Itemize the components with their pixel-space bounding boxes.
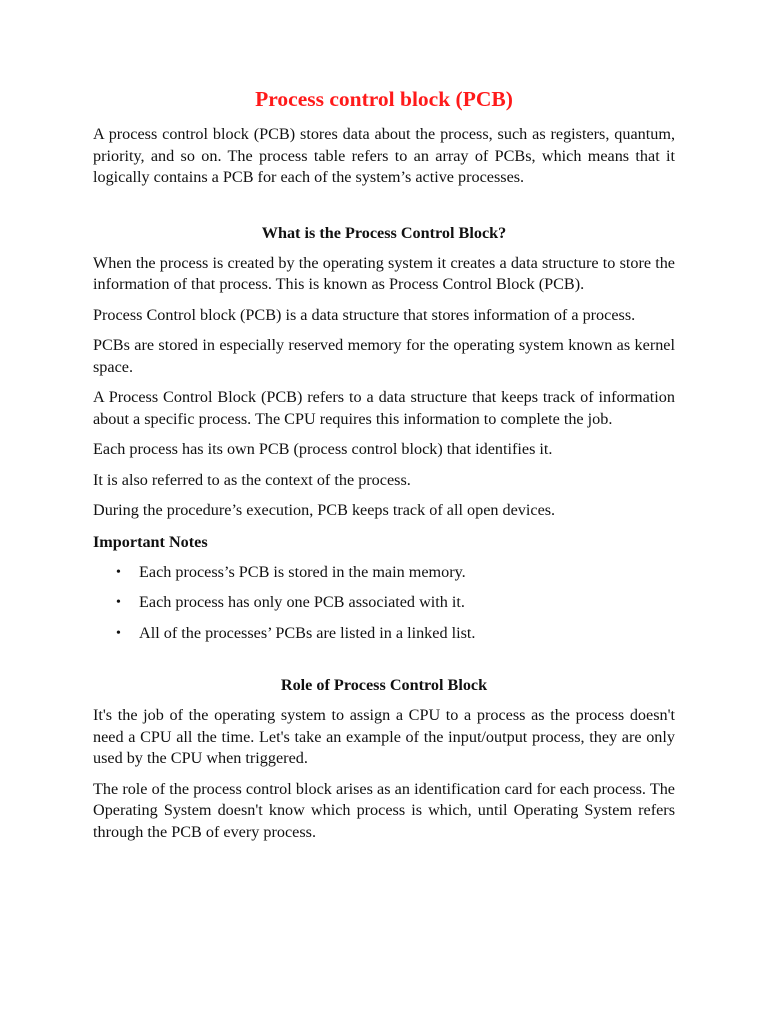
bullet-icon: •	[116, 564, 121, 580]
what-paragraph-2: Process Control block (PCB) is a data structure that stores information of a process.	[93, 305, 636, 324]
important-notes-list	[93, 562, 675, 645]
what-section-heading: What is the Process Control Block?	[261, 223, 507, 242]
intro-paragraph: A process control block (PCB) stores data about the process, such as registers, quantum, priority, and so on. The process table refers to an array of PCBs, which means that it logically contains a PCB for each of the system’s active processes.	[93, 125, 675, 186]
list-item	[93, 592, 675, 614]
list-item-text: Each process’s PCB is stored in the main memory.	[139, 562, 466, 581]
important-notes-heading: Important Notes	[93, 532, 208, 551]
list-item	[93, 562, 675, 584]
role-paragraph-1: It's the job of the operating system to assign a CPU to a process as the process doesn't need a CPU all the time. Let's take an example of the input/output process, they are only used by the CPU when triggered.	[93, 706, 675, 767]
what-paragraph-7: During the procedure’s execution, PCB keeps track of all open devices.	[93, 501, 556, 519]
list-item	[93, 623, 675, 645]
what-paragraph-6: It is also referred to as the context of the process.	[93, 470, 411, 489]
what-paragraph-5: Each process has its own PCB (process control block) that identifies it.	[93, 440, 553, 458]
what-paragraph-4: A Process Control Block (PCB) refers to a data structure that keeps track of information about a specific process. The CPU requires this information to complete the job.	[93, 388, 675, 428]
role-section-heading: Role of Process Control Block	[280, 676, 488, 694]
role-paragraph-2: The role of the process control block arises as an identification card for each process. The Operating System doesn't know which process is which, until Operating System refers through the PCB of every process.	[93, 779, 675, 841]
list-item-text: Each process has only one PCB associated with it.	[139, 593, 465, 611]
document-title: Process control block (PCB)	[255, 87, 513, 111]
what-paragraph-1: When the process is created by the operating system it creates a data structure to store the information of that process. This is known as Process Control Block (PCB).	[93, 253, 675, 293]
bullet-icon: •	[116, 595, 121, 610]
document-page	[93, 86, 675, 852]
list-item-text: All of the processes’ PCBs are listed in a linked list.	[139, 623, 476, 642]
what-paragraph-3: PCBs are stored in especially reserved memory for the operating system known as kernel space.	[93, 336, 675, 376]
bullet-icon: •	[116, 625, 121, 641]
